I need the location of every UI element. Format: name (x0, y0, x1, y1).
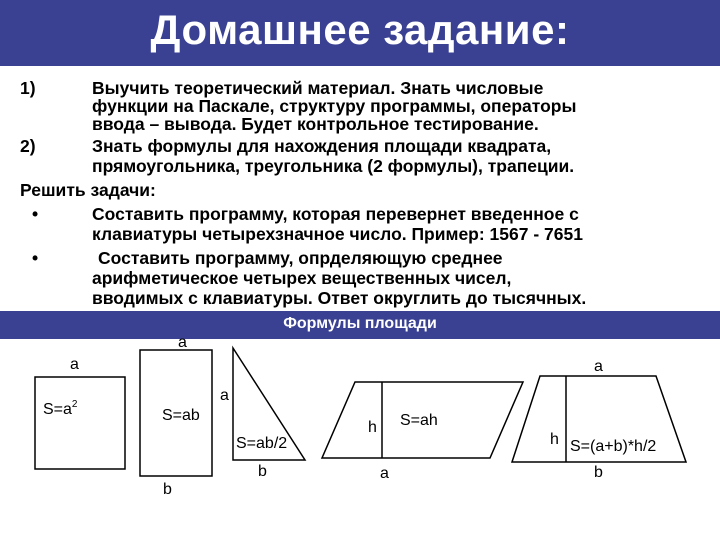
square-side-label: a (70, 356, 79, 373)
triangle-side-label: a (220, 387, 229, 404)
task-1-line-1: Составить программу, которая перевернет введенное с (92, 204, 579, 224)
formula-bar-title: Формулы площади (283, 315, 437, 332)
rectangle-formula: S=ab (162, 407, 200, 424)
rectangle-top-label: a (178, 334, 187, 351)
bullet-2: • (32, 248, 39, 268)
item-1-line-3: ввода – вывода. Будет контрольное тестирование. (92, 114, 539, 134)
item-1-line-1: Выучить теоретический материал. Знать числовые (92, 78, 544, 98)
item-2-line-1: Знать формулы для нахождения площади квадрата, (92, 136, 552, 156)
parallelogram-bottom-label: a (380, 465, 389, 482)
parallelogram-formula: S=ah (400, 412, 438, 429)
parallelogram-height-label: h (368, 419, 377, 436)
trapezoid-formula: S=(a+b)*h/2 (570, 438, 657, 455)
square-formula: $S=a^2$ (43, 399, 78, 418)
item-2-line-2: прямоугольника, треугольника (2 формулы), трапеции. (92, 156, 575, 176)
trapezoid-bottom-label: b (594, 464, 603, 481)
item-1-number: 1) (20, 78, 36, 98)
page-title: Домашнее задание: (150, 6, 570, 53)
item-1-line-2: функции на Паскале, структуру программы, операторы (92, 96, 577, 116)
item-2-number: 2) (20, 136, 36, 156)
square-shape (35, 377, 125, 469)
task-2-line-3: вводимых с клавиатуры. Ответ округлить до тысячных. (92, 288, 587, 308)
tasks-heading: Решить задачи: (20, 180, 156, 200)
bullet-1: • (32, 204, 39, 224)
triangle-formula: S=ab/2 (236, 435, 288, 452)
trapezoid-height-label: h (550, 431, 559, 448)
trapezoid-top-label: a (594, 358, 603, 375)
task-1-line-2: клавиатуры четырехзначное число. Пример: 1567 - 7651 (92, 224, 583, 244)
task-2-line-2: арифметическое четырех вещественных чисел, (92, 268, 512, 288)
rectangle-bottom-label: b (163, 481, 172, 498)
triangle-bottom-label: b (258, 463, 267, 480)
task-2-line-1: Составить программу, опрделяющую среднее (98, 248, 503, 268)
